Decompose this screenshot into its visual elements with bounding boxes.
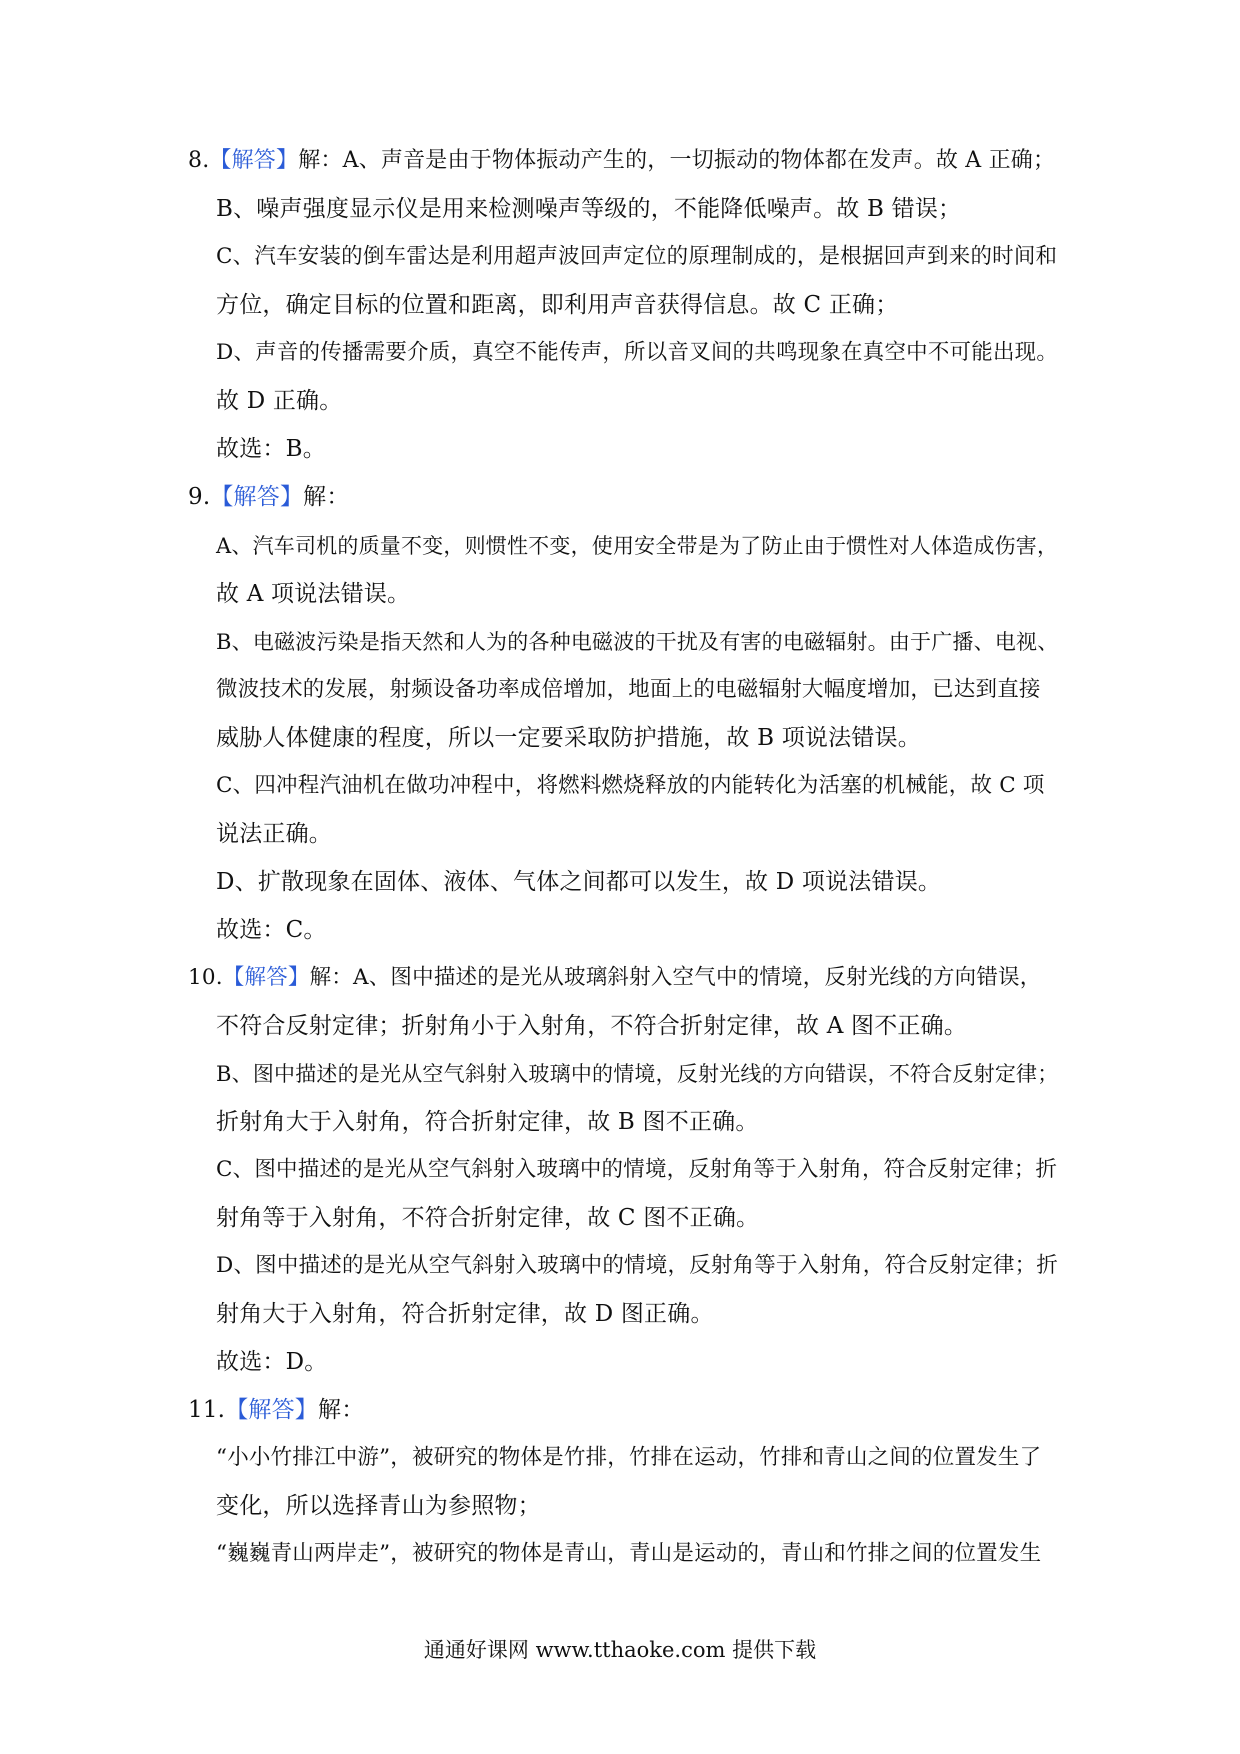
answer-line: 说法正确。: [216, 821, 332, 847]
answer-line: 威胁人体健康的程度，所以一定要采取防护措施，故 B 项说法错误。: [216, 725, 921, 751]
answer-line: 故选：C。: [216, 917, 327, 943]
answer-tag: 【解答】: [225, 1397, 318, 1423]
answer-line: C、四冲程汽油机在做功冲程中，将燃料燃烧释放的内能转化为活塞的机械能，故 C 项: [216, 773, 1045, 798]
answer-number: 11.: [188, 1397, 226, 1423]
answer-line: 微波技术的发展，射频设备功率成倍增加，地面上的电磁辐射大幅度增加，已达到直接: [216, 677, 1041, 702]
answer-line: C、图中描述的是光从空气斜射入玻璃中的情境，反射角等于入射角，符合反射定律；折: [216, 1157, 1058, 1182]
answer-line: “小小竹排江中游”，被研究的物体是竹排，竹排在运动，竹排和青山之间的位置发生了: [216, 1445, 1042, 1470]
answer-8-heading: [188, 146, 1055, 176]
page-footer: 通通好课网 www.tthaoke.com 提供下载: [423, 1638, 817, 1662]
answer-line: 射角等于入射角，不符合折射定律，故 C 图不正确。: [216, 1205, 760, 1231]
answer-10-heading: [188, 963, 1041, 993]
answer-line: D、扩散现象在固体、液体、气体之间都可以发生，故 D 项说法错误。: [216, 869, 942, 895]
answer-tag: 【解答】: [210, 484, 304, 510]
answer-tag: 【解答】: [222, 965, 310, 990]
answer-intro: 解：: [303, 484, 350, 510]
answer-line: D、图中描述的是光从空气斜射入玻璃中的情境，反射角等于入射角，符合反射定律；折: [216, 1253, 1059, 1278]
answer-line: 故选：D。: [216, 1349, 328, 1375]
answer-11-heading: [188, 1395, 364, 1425]
answer-number: 9.: [188, 484, 211, 510]
answer-line: 方位，确定目标的位置和距离，即利用声音获得信息。故 C 正确；: [216, 292, 899, 318]
answer-tag: 【解答】: [209, 148, 299, 173]
answer-line: 不符合反射定律；折射角小于入射角，不符合折射定律，故 A 图不正确。: [216, 1013, 968, 1039]
answer-line: 折射角大于入射角，符合折射定律，故 B 图不正确。: [216, 1109, 759, 1135]
answer-line: 故选：B。: [216, 436, 326, 462]
answer-line: 变化，所以选择青山为参照物；: [216, 1493, 541, 1519]
answer-line: C、汽车安装的倒车雷达是利用超声波回声定位的原理制成的，是根据回声到来的时间和: [216, 244, 1058, 269]
answer-line: 射角大于入射角，符合折射定律，故 D 图正确。: [216, 1301, 714, 1327]
answer-intro: 解：A、声音是由于物体振动产生的，一切振动的物体都在发声。故 A 正确；: [298, 148, 1056, 173]
answer-intro: 解：A、图中描述的是光从玻璃斜射入空气中的情境，反射光线的方向错误，: [309, 965, 1042, 990]
answer-line: 故 A 项说法错误。: [216, 581, 411, 607]
answer-line: “巍巍青山两岸走”，被研究的物体是青山，青山是运动的，青山和竹排之间的位置发生: [216, 1541, 1042, 1566]
answer-number: 10.: [188, 965, 223, 990]
answer-line: B、噪声强度显示仪是用来检测噪声等级的，不能降低噪声。故 B 错误；: [216, 196, 962, 222]
answer-number: 8.: [188, 148, 210, 173]
answer-intro: 解：: [318, 1397, 365, 1423]
answer-line: A、汽车司机的质量不变，则惯性不变，使用安全带是为了防止由于惯性对人体造成伤害，: [216, 534, 1059, 558]
answer-line: B、电磁波污染是指天然和人为的各种电磁波的干扰及有害的电磁辐射。由于广播、电视、: [216, 630, 1059, 654]
answer-line: 故 D 正确。: [216, 388, 343, 414]
answer-line: D、声音的传播需要介质，真空不能传声，所以音叉间的共鸣现象在真空中不可能出现。: [216, 340, 1059, 365]
answer-9-heading: [188, 482, 350, 512]
answer-line: B、图中描述的是光从空气斜射入玻璃中的情境，反射光线的方向错误，不符合反射定律；: [216, 1062, 1059, 1086]
